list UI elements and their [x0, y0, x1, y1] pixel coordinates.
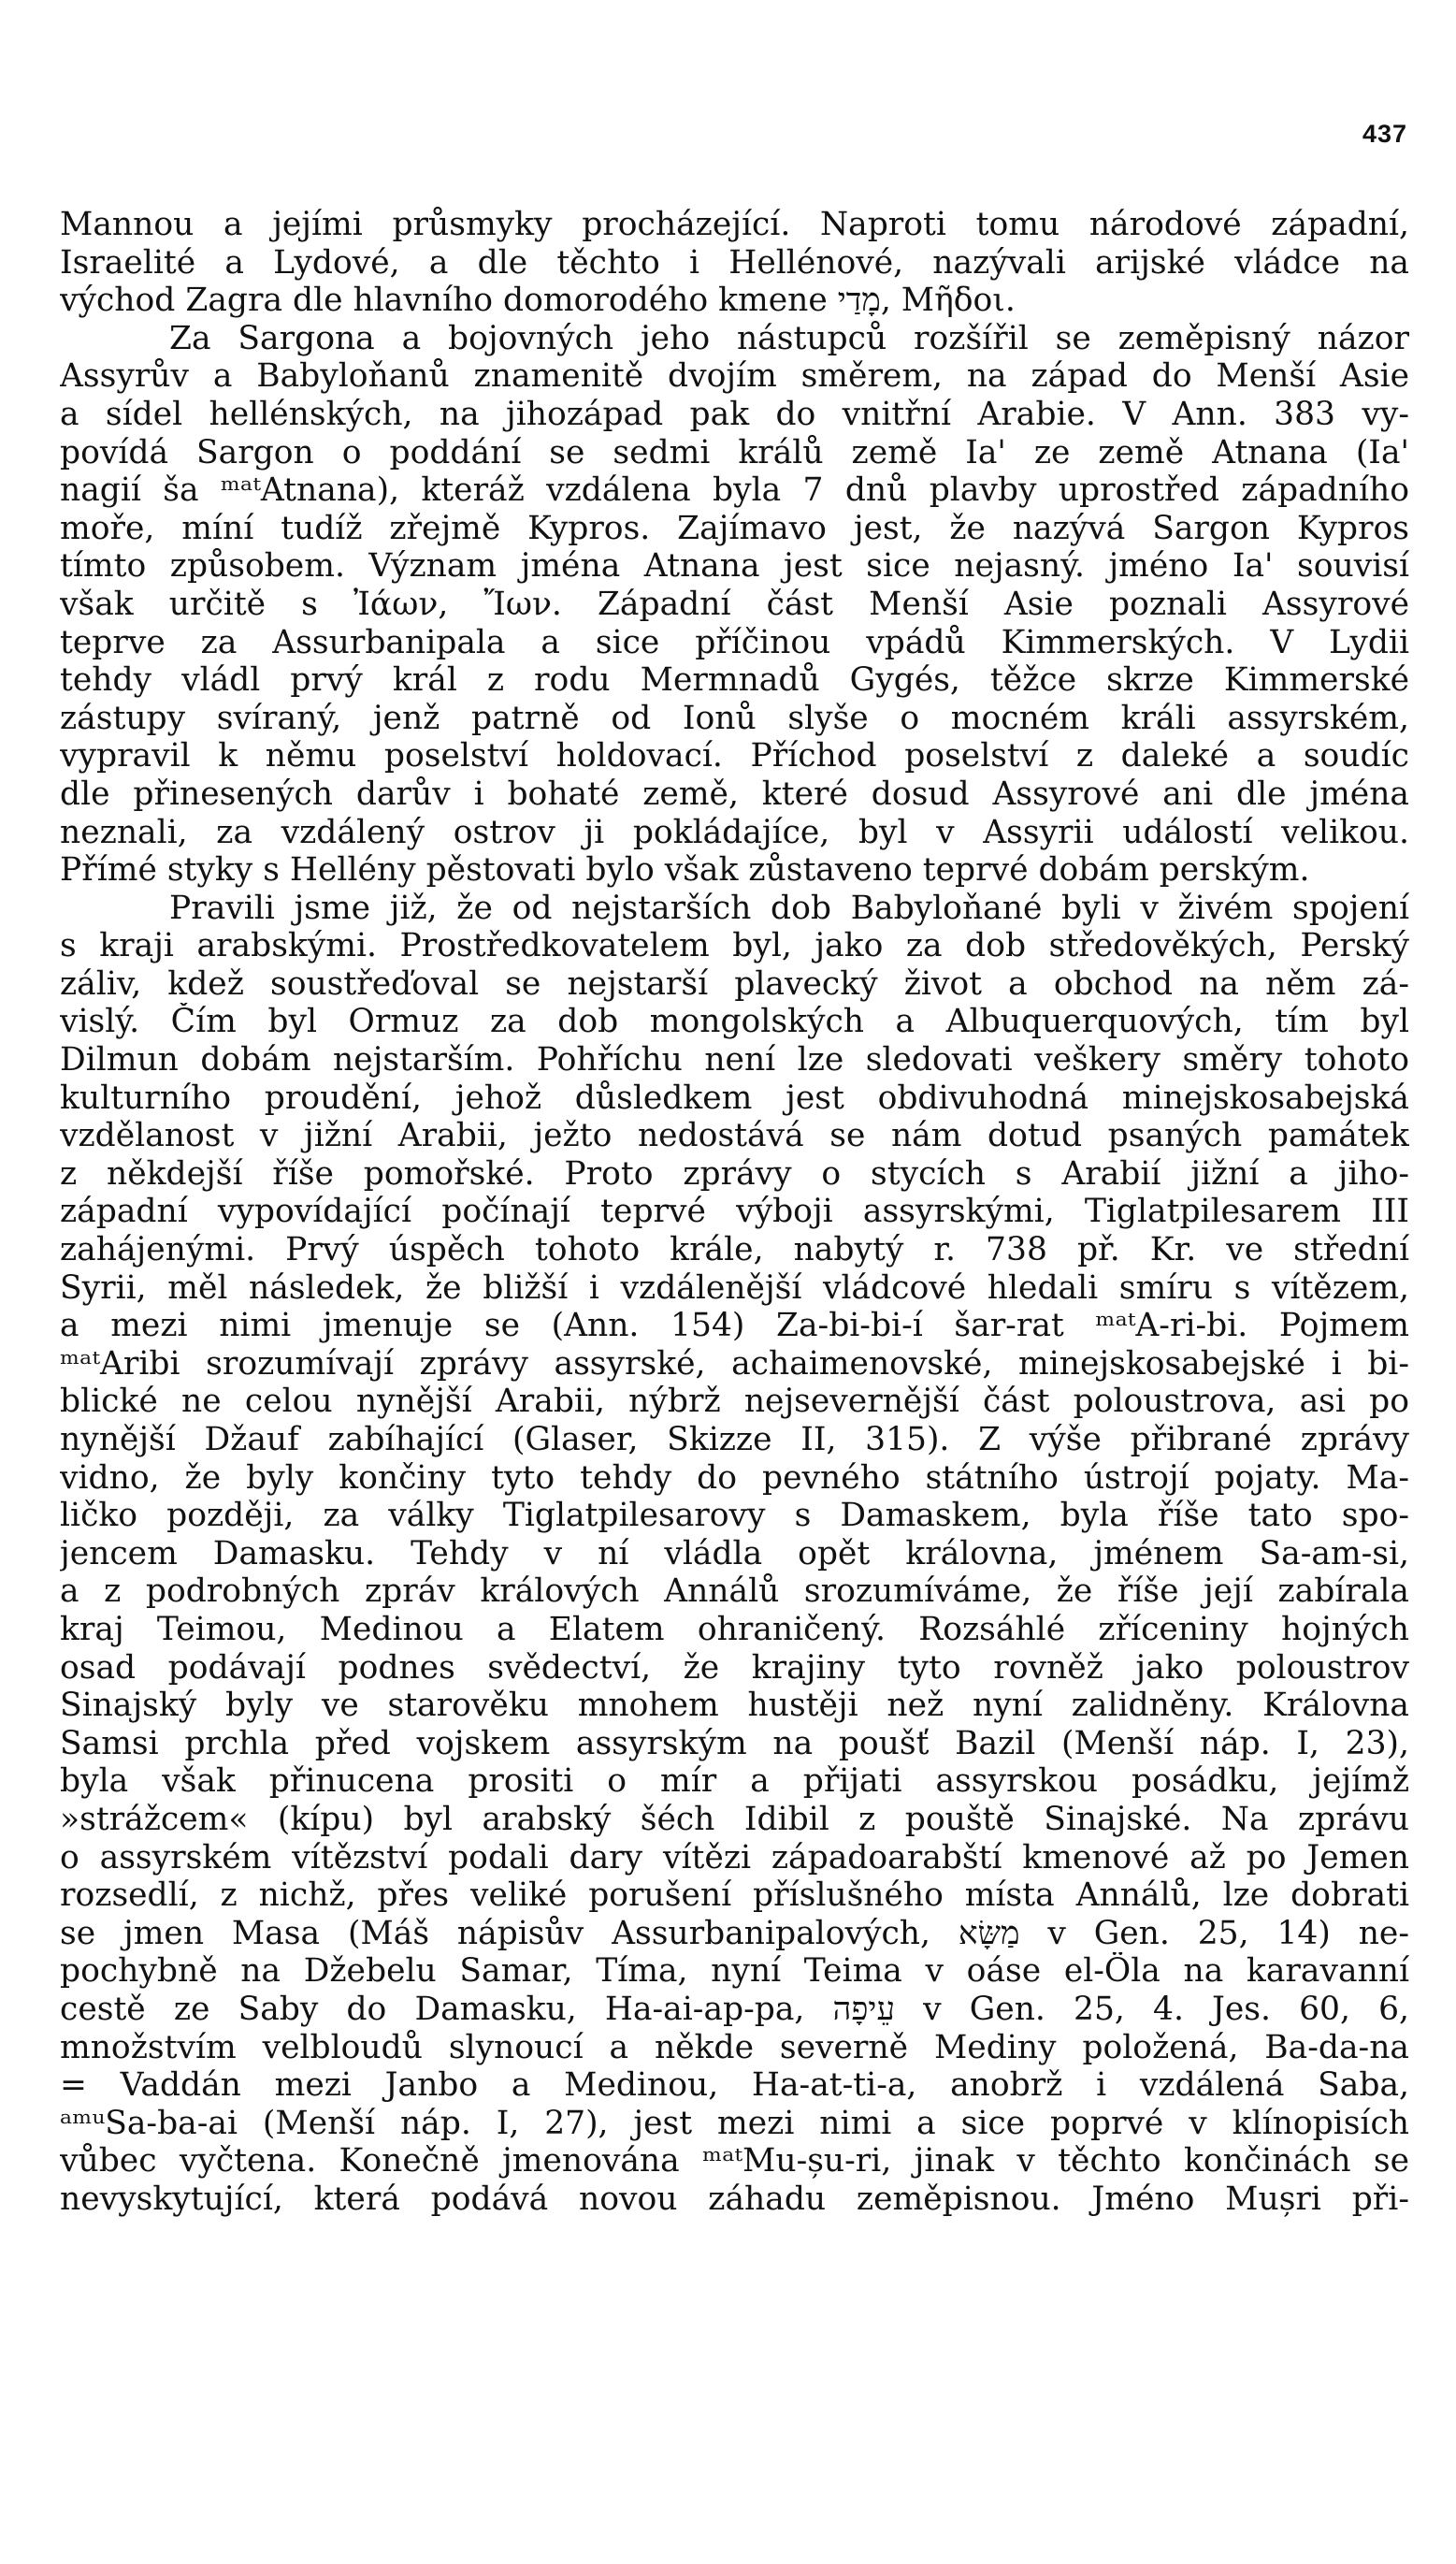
text-line: kulturního proudění, jehož důsledkem jest obdivuhodná minejskosabejská — [60, 1079, 1409, 1117]
text-line: vislý. Čím byl Ormuz za dob mongolských a Albuquerquových, tím byl — [60, 1003, 1409, 1041]
text-line: zástupy svíraný, jenž patrně od Ionů slyše o mocném králi assyrském, — [60, 699, 1409, 737]
text-line: vzdělanost v jižní Arabii, ježto nedostává se nám dotud psaných památek — [60, 1117, 1409, 1155]
text-line: se jmen Masa (Máš nápisův Assurbanipalových, מַשָּׂא v Gen. 25, 14) ne- — [60, 1914, 1409, 1952]
text-line: dle přinesených darův i bohaté země, které dosud Assyrové ani dle jména — [60, 775, 1409, 813]
text-line: zahájenými. Prvý úspěch tohoto krále, nabytý r. 738 př. Kr. ve střední — [60, 1231, 1409, 1269]
text-line: Mannou a jejími průsmyky procházející. Naproti tomu národové západní, — [60, 206, 1409, 243]
text-line: Syrii, měl následek, že bližší i vzdálenější vládcové hledali smíru s vítězem, — [60, 1268, 1409, 1307]
text-line: a mezi nimi jmenuje se (Ann. 154) Za-bi-bi-í šar-rat ᵐᵃᵗA-ri-bi. Pojmem — [60, 1307, 1409, 1345]
text-line: rozsedlí, z nichž, přes veliké porušení příslušného místa Annálů, lze dobrati — [60, 1876, 1409, 1915]
text-line: Assyrův a Babyloňanů znamenitě dvojím směrem, na západ do Menší Asie — [60, 357, 1409, 396]
body-text — [60, 206, 1409, 2218]
text-line: z někdejší říše pomořské. Proto zprávy o stycích s Arabií jižní a jiho- — [60, 1154, 1409, 1193]
text-line: pochybně na Džebelu Samar, Tíma, nyní Teima v oáse el-Öla na karavanní — [60, 1952, 1409, 1991]
text-line: ᵐᵃᵗAribi srozumívají zprávy assyrské, achaimenovské, minejskosabejské i bi- — [60, 1344, 1409, 1383]
text-line: = Vaddán mezi Janbo a Medinou, Ha-at-ti-a, anobrž i vzdálená Saba, — [60, 2066, 1409, 2105]
text-line: kraj Teimou, Medinou a Elatem ohraničený. Rozsáhlé zříceniny hojných — [60, 1610, 1409, 1648]
page-number: 437 — [1362, 120, 1407, 148]
text-line: východ Zagra dle hlavního domorodého kmene מָדַי, Μῆδοι. — [60, 282, 1016, 320]
text-line: vypravil k němu poselství holdovací. Příchod poselství z daleké a soudíc — [60, 737, 1409, 775]
text-line: vidno, že byly končiny tyto tehdy do pevného státního ústrojí pojaty. Ma- — [60, 1458, 1409, 1497]
text-line: nevyskytující, která podává novou záhadu zeměpisnou. Jméno Mușri při- — [60, 2180, 1409, 2218]
text-line: Přímé styky s Hellény pěstovati bylo však zůstaveno teprvé dobám perským. — [60, 851, 1310, 890]
text-line: tehdy vládl prvý král z rodu Mermnadů Gygés, těžce skrze Kimmerské — [60, 661, 1409, 700]
text-line: cestě ze Saby do Damasku, Ha-ai-ap-pa, עֵיפָה v Gen. 25, 4. Jes. 60, 6, — [60, 1990, 1409, 2028]
text-line: ličko později, za války Tiglatpilesarovy s Damaskem, byla říše tato spo- — [60, 1497, 1409, 1535]
text-line: však určitě s Ἰάων, Ἴων. Západní část Menší Asie poznali Assyrové — [60, 585, 1409, 623]
text-line: nynější Džauf zabíhající (Glaser, Skizze II, 315). Z výše přibrané zprávy — [60, 1421, 1409, 1458]
text-line: vůbec vyčtena. Konečně jmenována ᵐᵃᵗMu-șu-ri, jinak v těchto končinách se — [60, 2142, 1409, 2180]
text-line: Israelité a Lydové, a dle těchto i Hellénové, nazývali arijské vládce na — [60, 243, 1409, 282]
text-line: Pravili jsme již, že od nejstarších dob Babyloňané byli v živém spojení — [169, 889, 1409, 927]
text-line: o assyrském vítězství podali dary vítězi západoarabští kmenové až po Jemen — [60, 1838, 1409, 1876]
text-line: byla však přinucena prositi o mír a přijati assyrskou posádku, jejímž — [60, 1762, 1409, 1801]
text-line: »strážcem« (kípu) byl arabský šéch Idibil z pouště Sinajské. Na zprávu — [60, 1800, 1409, 1838]
text-line: povídá Sargon o poddání se sedmi králů země Ia' ze země Atnana (Ia' — [60, 433, 1409, 471]
text-line: blické ne celou nynější Arabii, nýbrž nejsevernější část poloustrova, asi po — [60, 1383, 1409, 1421]
text-line: množstvím velbloudů slynoucí a někde severně Mediny položená, Ba-da-na — [60, 2028, 1409, 2066]
text-line: a sídel hellénských, na jihozápad pak do vnitřní Arabie. V Ann. 383 vy- — [60, 395, 1409, 433]
text-line: ᵃᵐᵘSa-ba-ai (Menší náp. I, 27), jest mezi nimi a sice poprvé v klínopisích — [60, 2104, 1409, 2142]
text-line: moře, míní tudíž zřejmě Kypros. Zajímavo jest, že nazývá Sargon Kypros — [60, 509, 1409, 547]
text-line: Sinajský byly ve starověku mnohem hustěji než nyní zalidněny. Královna — [60, 1687, 1409, 1725]
text-line: Dilmun dobám nejstarším. Pohříchu není lze sledovati veškery směry tohoto — [60, 1041, 1409, 1079]
text-line: nagií ša ᵐᵃᵗAtnana), kteráž vzdálena byla 7 dnů plavby uprostřed západního — [60, 471, 1409, 510]
text-line: neznali, za vzdálený ostrov ji pokládajíce, byl v Assyrii událostí velikou. — [60, 813, 1409, 851]
text-line: osad podávají podnes svědectví, že krajiny tyto rovněž jako poloustrov — [60, 1648, 1409, 1687]
text-line: záliv, kdež soustřeďoval se nejstarší plavecký život a obchod na něm zá- — [60, 964, 1409, 1003]
text-line: jencem Damasku. Tehdy v ní vládla opět královna, jménem Sa-am-si, — [60, 1534, 1409, 1572]
text-line: s kraji arabskými. Prostředkovatelem byl, jako za dob středověkých, Perský — [60, 927, 1409, 965]
text-line: a z podrobných zpráv králových Annálů srozumíváme, že říše její zabírala — [60, 1572, 1409, 1611]
text-line: západní vypovídající počínají teprvé výboji assyrskými, Tiglatpilesarem III — [60, 1193, 1409, 1231]
text-line: Za Sargona a bojovných jeho nástupců rozšířil se zeměpisný názor — [169, 319, 1409, 357]
text-line: tímto způsobem. Význam jména Atnana jest sice nejasný. jméno Ia' souvisí — [60, 547, 1409, 586]
text-line: teprve za Assurbanipala a sice příčinou vpádů Kimmerských. V Lydii — [60, 623, 1409, 661]
text-line: Samsi prchla před vojskem assyrským na poušť Bazil (Menší náp. I, 23), — [60, 1724, 1409, 1762]
